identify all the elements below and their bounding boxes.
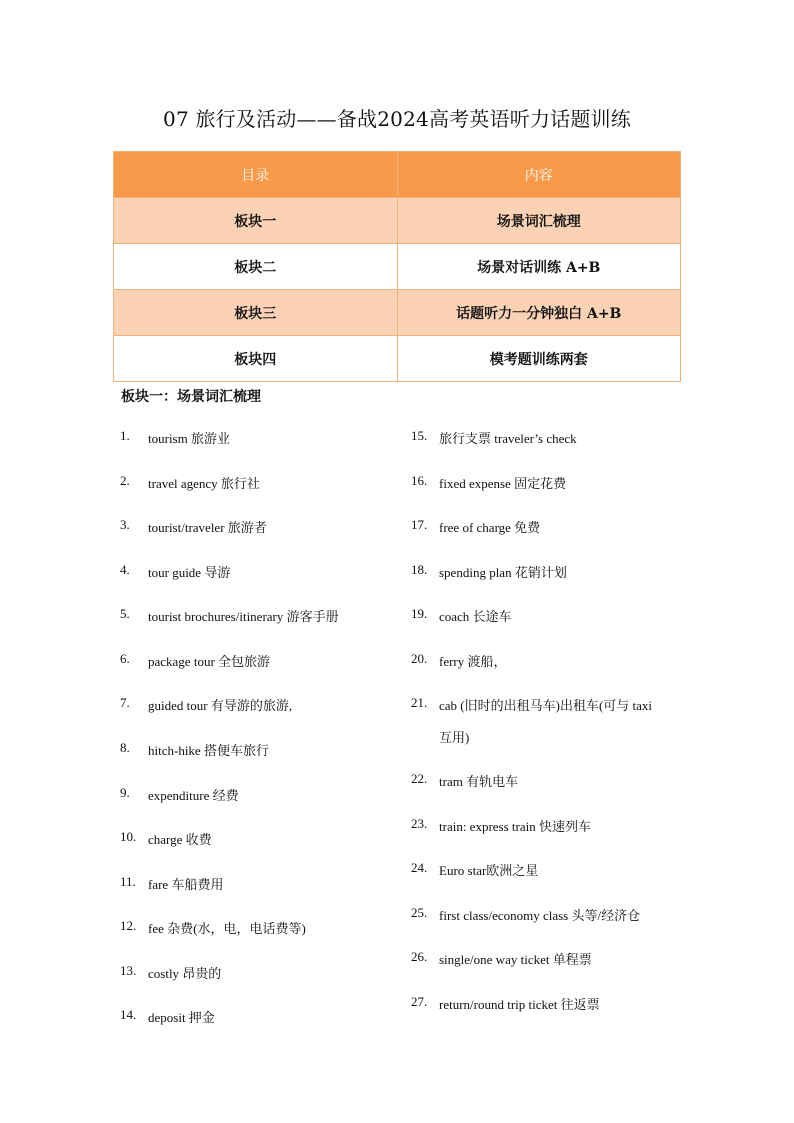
item-number: 16.: [411, 473, 428, 488]
item-text: tour guide 导游: [148, 565, 231, 580]
table-row: [114, 336, 681, 382]
item-number: 22.: [411, 771, 428, 786]
table-cell-section: 板块三: [114, 290, 398, 336]
item-text: fixed expense 固定花费: [439, 476, 567, 491]
item-text: ferry 渡船，: [439, 654, 507, 669]
item-number: 25.: [411, 905, 428, 920]
item-text: guided tour 有导游的旅游,: [148, 698, 293, 713]
item-number: 17.: [411, 517, 428, 532]
header-cell-content: 内容: [397, 152, 681, 198]
item-text: hitch-hike 搭便车旅行: [148, 743, 269, 758]
item-number: 24.: [411, 860, 428, 875]
item-number: 7.: [120, 695, 130, 710]
item-text: costly 昂贵的: [148, 966, 222, 981]
item-number: 20.: [411, 651, 428, 666]
item-text: expenditure 经费: [148, 788, 239, 803]
table-cell-section: 板块一: [114, 198, 398, 244]
item-number: 4.: [120, 562, 130, 577]
table-row: [114, 290, 681, 336]
item-text: cab (旧时的出租马车)出租车(可与 taxi: [439, 698, 653, 713]
table-row: [114, 198, 681, 244]
item-number: 13.: [120, 963, 137, 978]
item-text: train: express train 快速列车: [439, 819, 591, 834]
item-text: deposit 押金: [148, 1010, 215, 1025]
item-number: 18.: [411, 562, 428, 577]
item-text-continued: 互用): [439, 730, 470, 745]
item-text: package tour 全包旅游: [148, 654, 271, 669]
item-number: 14.: [120, 1007, 137, 1022]
item-text: fare 车船费用: [148, 877, 224, 892]
table-header-row: [114, 152, 681, 198]
item-number: 23.: [411, 816, 428, 831]
item-number: 10.: [120, 829, 137, 844]
table-cell-section: 板块四: [114, 336, 398, 382]
item-text: Euro star欧洲之星: [439, 863, 539, 878]
item-text: spending plan 花销计划: [439, 565, 567, 580]
item-text: coach 长途车: [439, 609, 512, 624]
item-number: 12.: [120, 918, 137, 933]
page-title: 07 旅行及活动——备战2024高考英语听力话题训练: [163, 107, 631, 131]
item-number: 6.: [120, 651, 130, 666]
item-number: 8.: [120, 740, 130, 755]
section-heading: 板块一：场景词汇梳理: [121, 389, 261, 405]
item-number: 19.: [411, 606, 428, 621]
item-text: tourist/traveler 旅游者: [148, 520, 267, 535]
header-cell-catalog: 目录: [114, 152, 398, 198]
item-number: 15.: [411, 428, 428, 443]
item-text: tourist brochures/itinerary 游客手册: [148, 609, 339, 624]
table-cell-topic: 模考题训练两套: [397, 336, 681, 382]
item-number: 9.: [120, 785, 130, 800]
table-row: [114, 244, 681, 290]
item-text: travel agency 旅行社: [148, 476, 260, 491]
item-number: 11.: [120, 874, 136, 889]
table-cell-topic: 场景对话训练 A+B: [397, 244, 681, 290]
item-number: 27.: [411, 994, 428, 1009]
item-number: 2.: [120, 473, 130, 488]
item-number: 1.: [120, 428, 130, 443]
item-text: 旅行支票 traveler’s check: [439, 431, 577, 446]
item-number: 21.: [411, 695, 428, 710]
item-text: return/round trip ticket 往返票: [439, 997, 600, 1012]
item-number: 5.: [120, 606, 130, 621]
item-text: charge 收费: [148, 832, 212, 847]
item-number: 3.: [120, 517, 130, 532]
item-text: fee 杂费(水，电，电话费等): [148, 921, 306, 936]
item-text: tram 有轨电车: [439, 774, 519, 789]
item-text: single/one way ticket 单程票: [439, 952, 592, 967]
contents-table: [113, 151, 681, 382]
table-cell-section: 板块二: [114, 244, 398, 290]
item-number: 26.: [411, 949, 428, 964]
item-text: first class/economy class 头等/经济仓: [439, 908, 641, 923]
item-text: free of charge 免费: [439, 520, 541, 535]
item-text: tourism 旅游业: [148, 431, 230, 446]
table-cell-topic: 话题听力一分钟独白 A+B: [397, 290, 681, 336]
table-cell-topic: 场景词汇梳理: [397, 198, 681, 244]
